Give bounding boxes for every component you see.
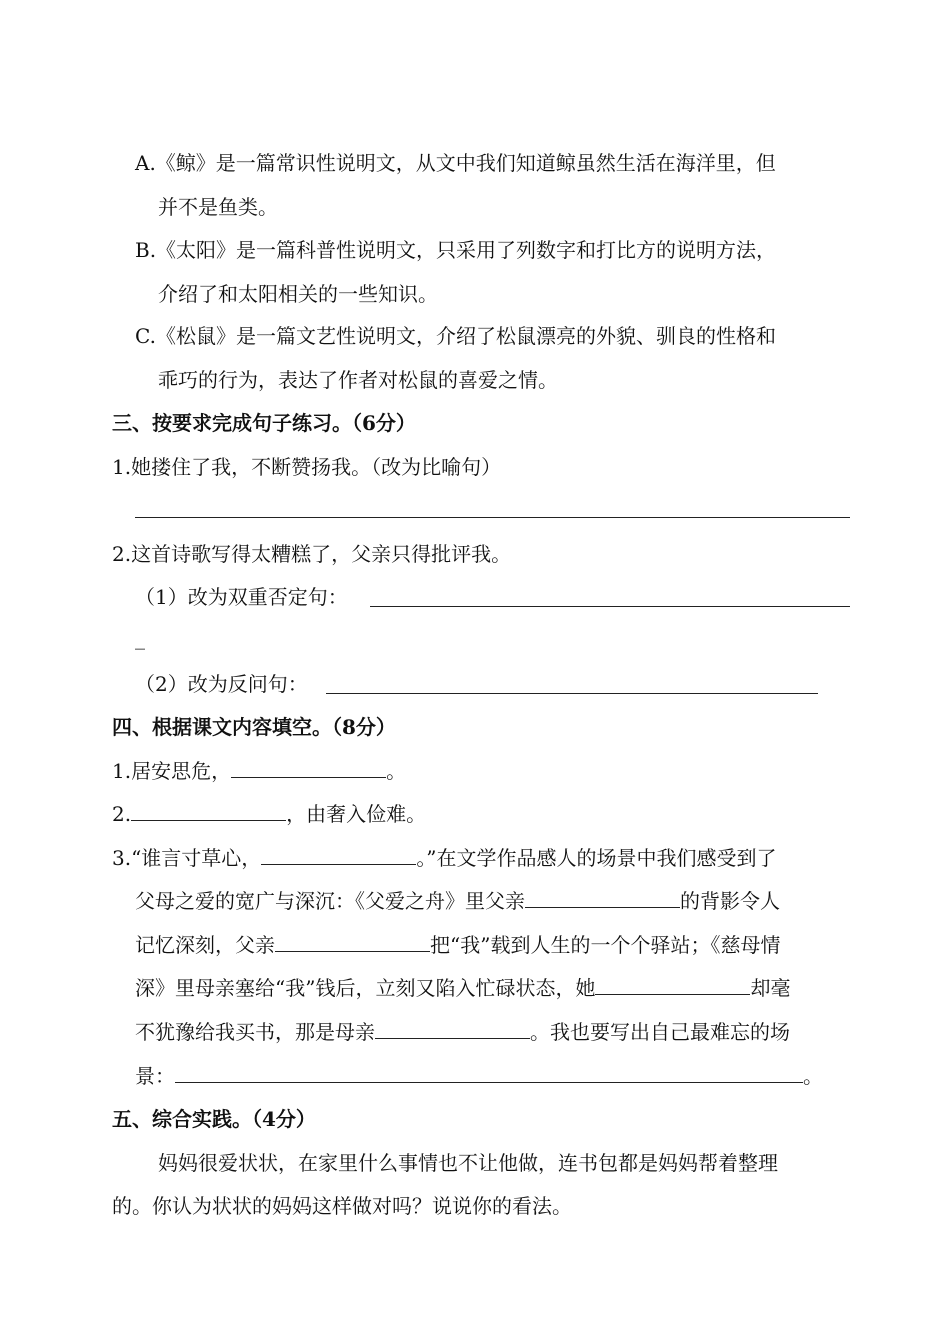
blank-q3-3[interactable] [275,931,430,952]
q3-l1-prefix: 3.“谁言寸草心， [112,846,262,870]
blank-q3-4[interactable] [595,974,750,995]
option-b-line2: 介绍了和太阳相关的一些知识。 [158,282,438,306]
q3-l2-prefix: 父母之爱的宽广与深沉：《父爱之舟》里父亲 [135,889,525,913]
q3-l4-prefix: 深》里母亲塞给“我”钱后，立刻又陷入忙碌状态，她 [135,976,596,1000]
answer-line-q1[interactable] [135,517,850,518]
q3-l4-suffix: 却毫 [750,976,791,1000]
section4-question-3-line2 [135,887,780,915]
q1-prefix: 1.居安思危， [112,759,232,783]
section3-question-2: 2.这首诗歌写得太糟糕了，父亲只得批评我。 [112,542,512,566]
section4-question-2 [112,800,426,828]
part-2-label: （2）改为反问句： [135,672,308,696]
part-1-label: （1）改为双重否定句： [135,585,348,609]
blank-q3-1[interactable] [261,844,416,865]
section4-question-3-line6 [135,1062,823,1090]
blank-q1[interactable] [231,757,386,778]
blank-q3-5[interactable] [375,1018,530,1039]
option-c-line1: C.《松鼠》是一篇文艺性说明文，介绍了松鼠漂亮的外貌、驯良的性格和 [135,324,776,348]
section5-paragraph-line2: 的。你认为状状的妈妈这样做对吗？说说你的看法。 [112,1194,572,1218]
option-a-line2: 并不是鱼类。 [158,195,278,219]
section4-question-1 [112,757,406,785]
blank-q3-6[interactable] [175,1062,803,1083]
section4-question-3-line1 [112,844,777,872]
answer-line-q2-part2[interactable] [326,693,818,694]
q2-prefix: 2. [112,802,132,826]
blank-q3-2[interactable] [525,887,680,908]
section3-heading: 三、按要求完成句子练习。（6分） [112,411,416,435]
section5-paragraph-line1: 妈妈很爱状状，在家里什么事情也不让他做，连书包都是妈妈帮着整理 [158,1151,778,1175]
section4-heading: 四、根据课文内容填空。（8分） [112,715,396,739]
section3-question-1: 1.她搂住了我，不断赞扬我。（改为比喻句） [112,455,502,479]
q3-l6-suffix: 。 [803,1064,823,1088]
section4-question-3-line4 [135,974,790,1002]
option-b-line1: B.《太阳》是一篇科普性说明文，只采用了列数字和打比方的说明方法， [135,238,777,262]
section3-question-2-part-1 [135,583,348,611]
q3-l5-suffix: 。我也要写出自己最难忘的场 [530,1020,790,1044]
q1-suffix: 。 [386,759,407,783]
q3-l6-prefix: 景： [135,1064,175,1088]
q2-suffix: ，由奢入俭难。 [286,802,427,826]
q3-l3-prefix: 记忆深刻，父亲 [135,933,275,957]
option-a-line1: A.《鲸》是一篇常识性说明文，从文中我们知道鲸虽然生活在海洋里，但 [135,151,776,175]
answer-line-q2-part1[interactable] [370,606,850,607]
section5-heading: 五、综合实践。（4分） [112,1107,316,1131]
part-1-tail: _ [135,626,145,650]
q3-l2-suffix: 的背影令人 [680,889,780,913]
section3-question-2-part-2 [135,670,308,698]
section4-question-3-line5 [135,1018,790,1046]
section4-question-3-line3 [135,931,780,959]
blank-q2[interactable] [131,800,286,821]
q3-l5-prefix: 不犹豫给我买书，那是母亲 [135,1020,375,1044]
q3-l1-suffix: 。”在文学作品感人的场景中我们感受到了 [416,846,777,870]
q3-l3-suffix: 把“我”载到人生的一个个驿站；《慈母情 [430,933,781,957]
option-c-line2: 乖巧的行为，表达了作者对松鼠的喜爱之情。 [158,368,558,392]
